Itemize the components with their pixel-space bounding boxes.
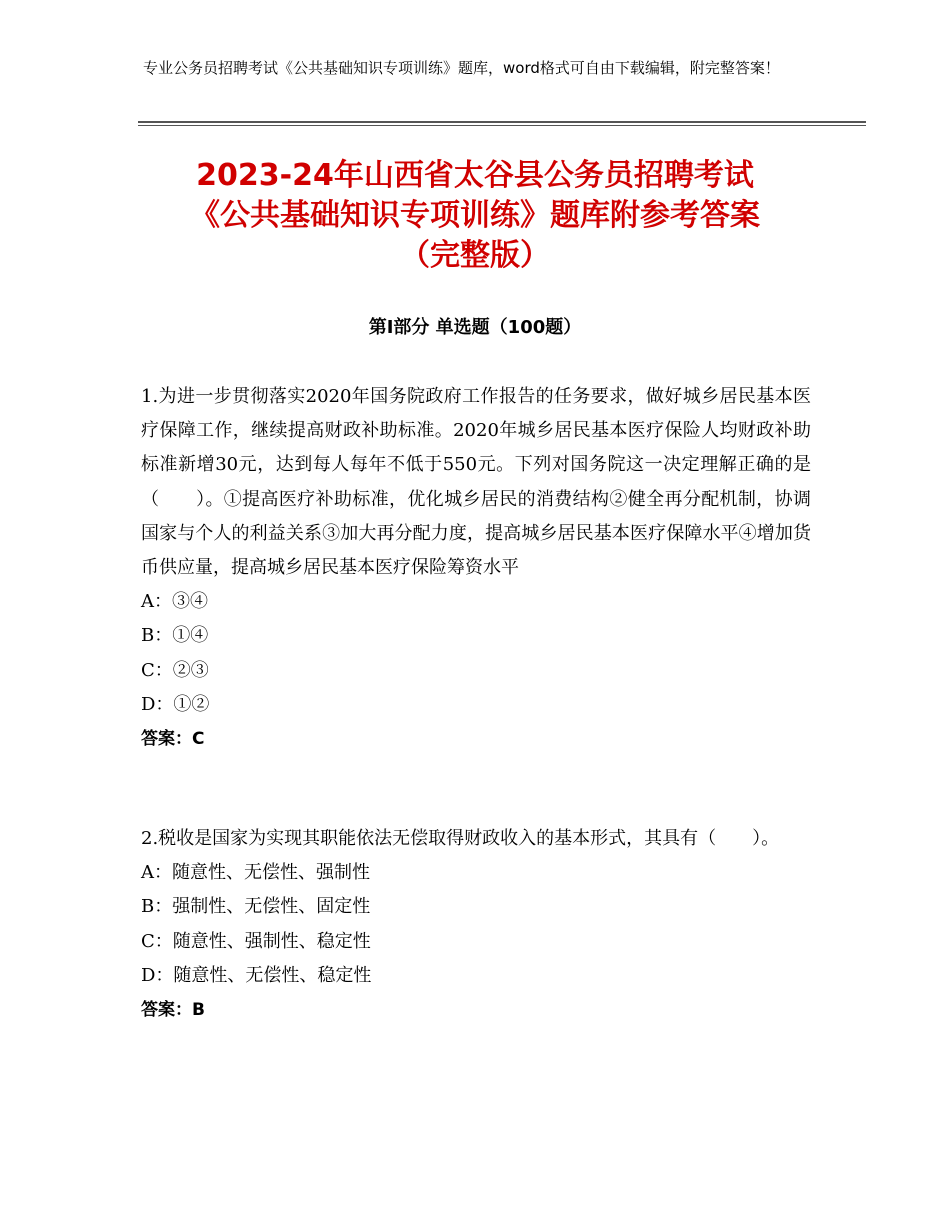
option-a: A：随意性、无偿性、强制性 [141, 862, 370, 884]
document-title-line-1: 2023-24年山西省太谷县公务员招聘考试 [196, 158, 754, 193]
document-title-line-3: （完整版） [400, 238, 550, 273]
question-stem: 2.税收是国家为实现其职能依法无偿取得财政收入的基本形式，其具有（ ）。 [141, 828, 780, 849]
option-a: A：③④ [141, 591, 208, 613]
document-title-line-2: 《公共基础知识专项训练》题库附参考答案 [190, 198, 760, 233]
option-b: B：①④ [141, 625, 209, 647]
document-title [80, 156, 870, 276]
option-b: B：强制性、无偿性、固定性 [141, 896, 371, 918]
header-divider-thick [138, 121, 866, 123]
question-2 [141, 822, 811, 1027]
option-c: C：随意性、强制性、稳定性 [141, 930, 371, 952]
answer: 答案：C [141, 729, 205, 750]
question-1 [141, 380, 811, 756]
header-note: 专业公务员招聘考试《公共基础知识专项训练》题库，word格式可自由下载编辑，附完整答案！ [143, 59, 780, 77]
option-c: C：②③ [141, 659, 209, 681]
header-divider-thin [138, 125, 866, 126]
section-title: 第Ⅰ部分 单选题（100题） [368, 317, 582, 338]
option-d: D：①② [141, 693, 210, 715]
answer: 答案：B [141, 1000, 205, 1021]
question-stem: 1.为进一步贯彻落实2020年国务院政府工作报告的任务要求，做好城乡居民基本医疗保障工作，继续提高财政补助标准。2020年城乡居民基本医疗保险人均财政补助标准新增30元，达到每人每年不低于550元。下列对国务院这一决定理解正确的是（ ）。①提高医疗补助标准，优化城乡居民的消费结构②健全再分配机制，协调国家与个人的利益关系③加大再分配力度，提高城乡居民基本医疗保障水平④增加货币供应量，提高城乡居民基本医疗保险筹资水平 [141, 386, 811, 579]
option-d: D：随意性、无偿性、稳定性 [141, 964, 372, 986]
